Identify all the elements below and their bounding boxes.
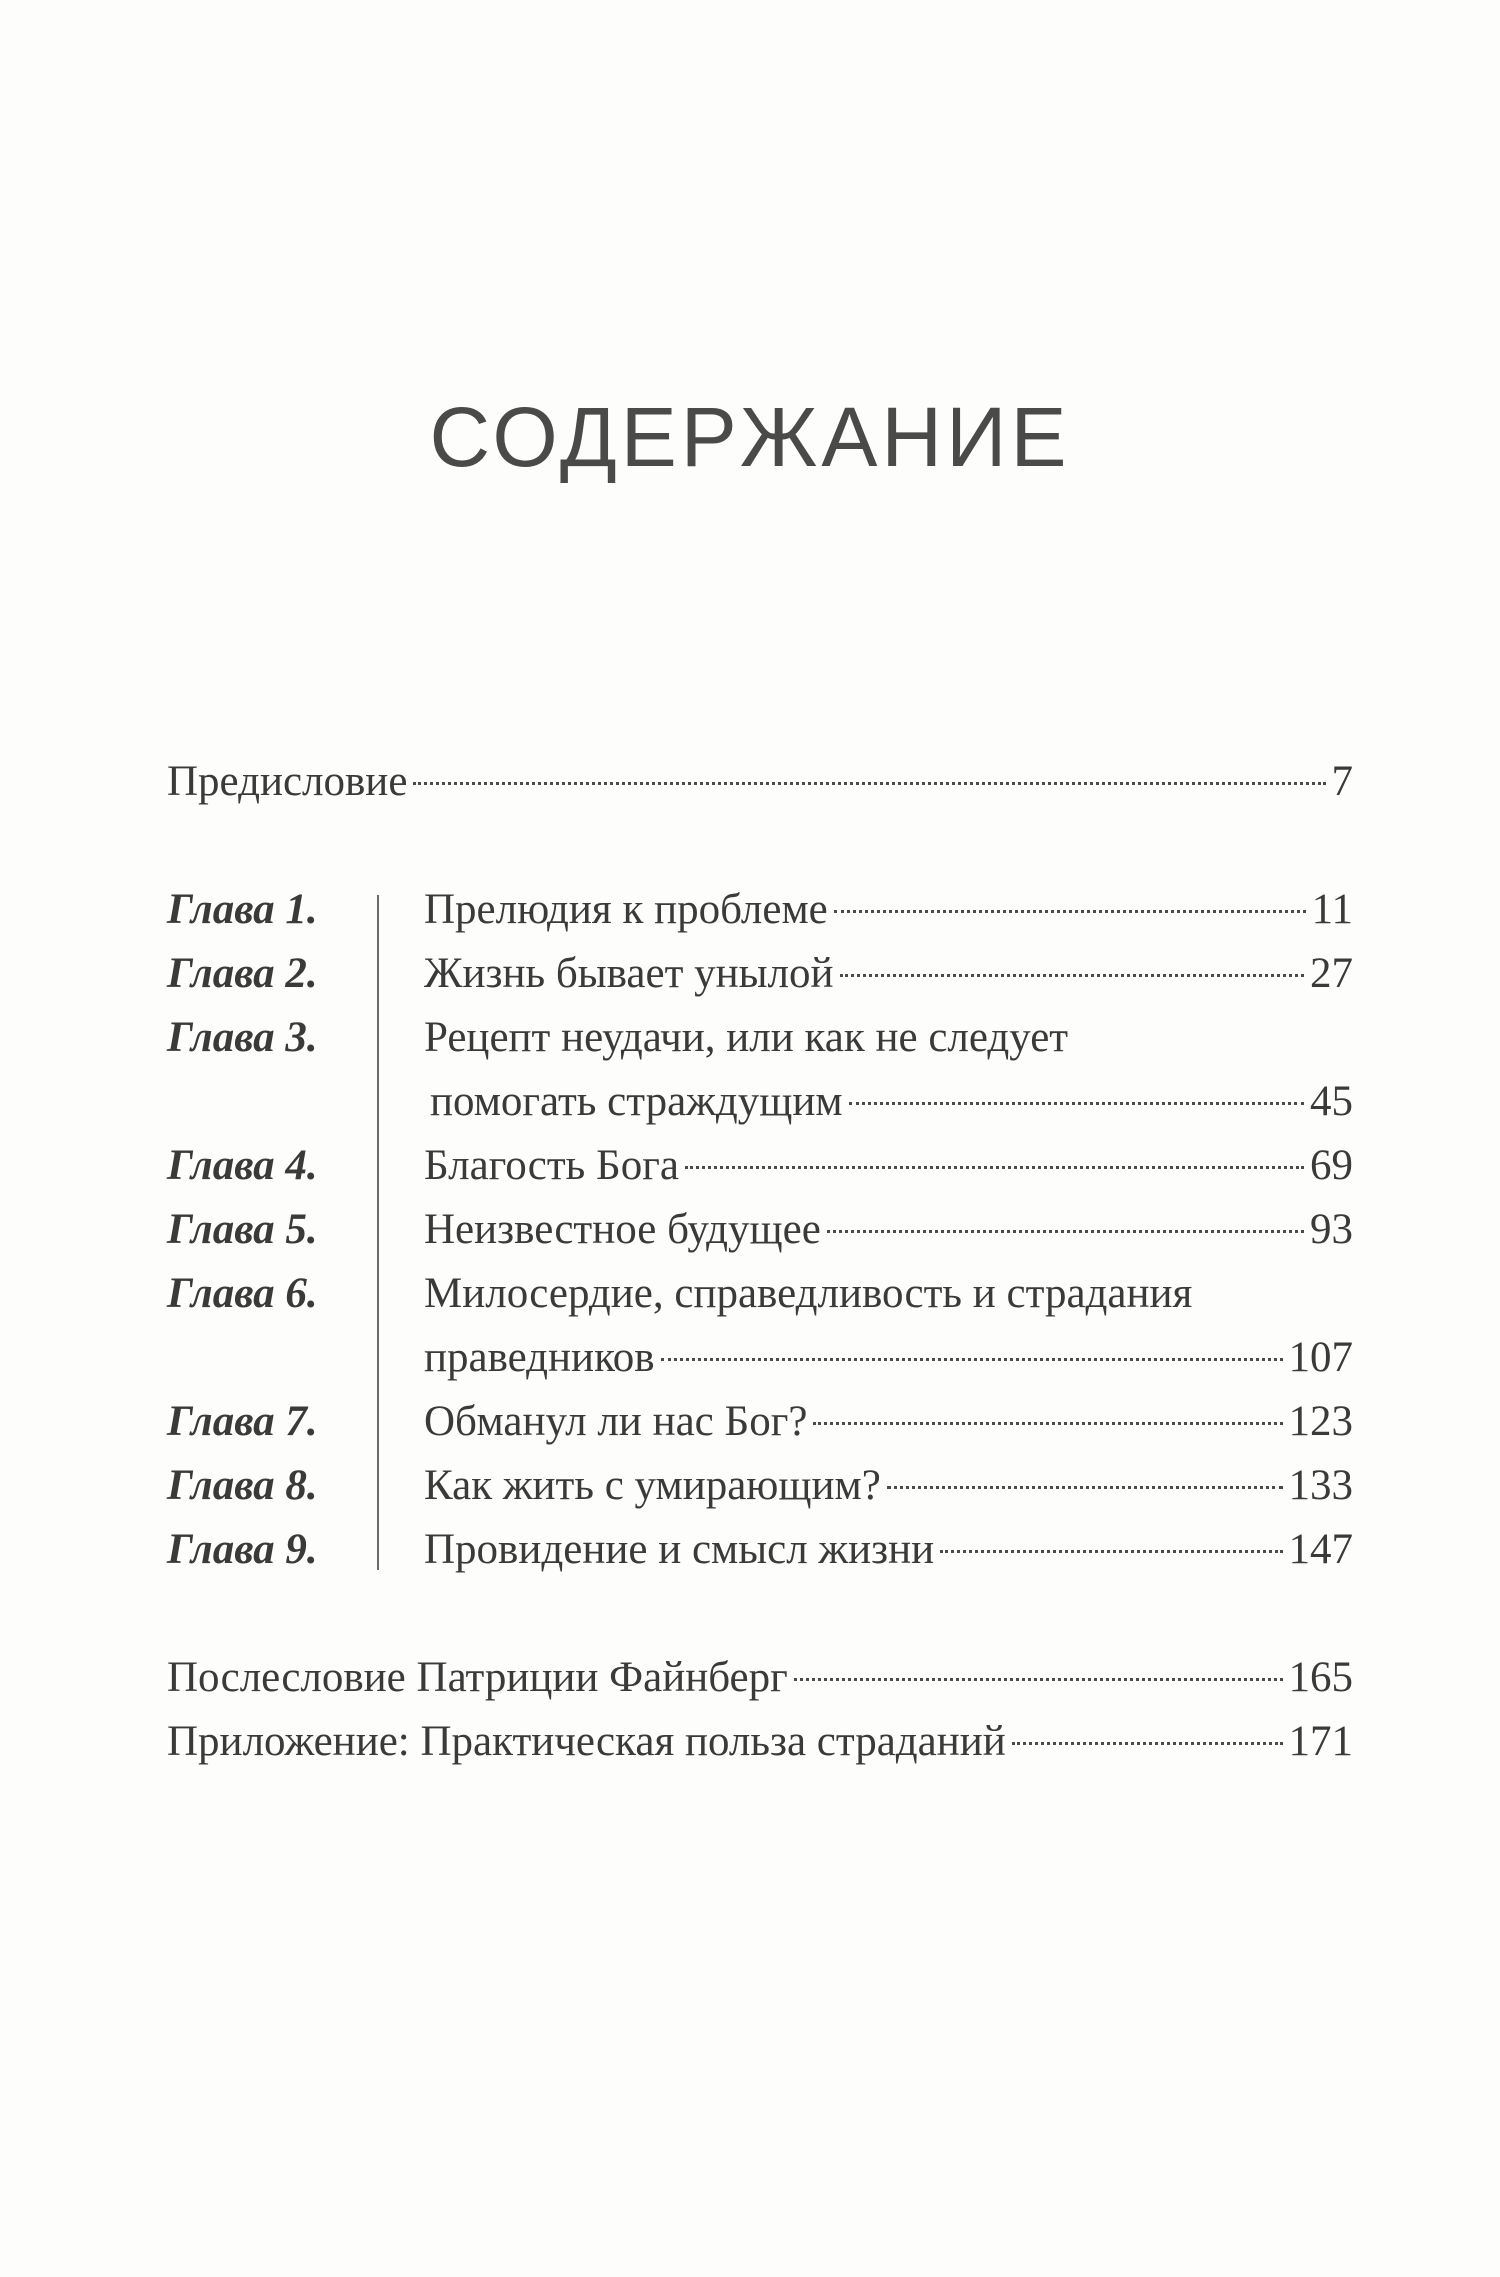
toc-entry-text: Прелюдия к проблеме [424,886,828,933]
dot-leader [887,1486,1283,1489]
toc-entry-text: праведников [424,1334,655,1381]
dot-leader [827,1230,1304,1233]
dot-leader [794,1678,1283,1681]
dot-leader [849,1102,1304,1105]
toc-entry-chapter-8[interactable] [424,1454,1353,1518]
toc-entry-text: Обманул ли нас Бог? [424,1398,808,1445]
toc-entry-preface[interactable] [167,750,1353,814]
toc-entry-chapter-3-line-2[interactable] [430,1070,1353,1134]
toc-entry-text: Рецепт неудачи, или как не следует [424,1014,1069,1061]
toc-entry-chapter-1[interactable] [424,878,1353,942]
dot-leader [685,1166,1304,1169]
chapter-label-8: Глава 8. [167,1462,318,1509]
toc-entry-text: Провидение и смысл жизни [424,1526,935,1573]
toc-entry-text: помогать страждущим [430,1078,843,1125]
toc-page-number: 147 [1288,1526,1353,1573]
dot-leader [940,1550,1282,1553]
toc-entry-text: Предисловие [167,758,408,805]
toc-entry-text: Как жить с умирающим? [424,1462,881,1509]
toc-entry-text: Приложение: Практическая польза страданий [167,1718,1006,1765]
chapter-label-6: Глава 6. [167,1270,318,1317]
toc-page-number: 133 [1288,1462,1353,1509]
toc-entry-chapter-2[interactable] [424,942,1353,1006]
toc-entry-text: Жизнь бывает унылой [424,950,834,997]
toc-page-number: 7 [1331,758,1353,805]
toc-page-number: 93 [1310,1206,1353,1253]
toc-entry-chapter-9[interactable] [424,1518,1353,1582]
toc-page-number: 165 [1288,1654,1353,1701]
dot-leader [1012,1742,1283,1745]
toc-entry-chapter-5[interactable] [424,1198,1353,1262]
toc-page-number: 107 [1288,1334,1353,1381]
dot-leader [813,1422,1282,1425]
dot-leader [834,910,1306,913]
toc-page-number: 171 [1288,1718,1353,1765]
chapter-label-5: Глава 5. [167,1206,318,1253]
toc-entry-chapter-6-line-1[interactable] [424,1262,1353,1326]
chapter-label-7: Глава 7. [167,1398,318,1445]
chapter-label-4: Глава 4. [167,1142,318,1189]
dot-leader [413,782,1325,785]
dot-leader [661,1358,1283,1361]
toc-entry-chapter-6-line-2[interactable] [424,1326,1353,1390]
chapter-label-2: Глава 2. [167,950,318,997]
toc-entry-text: Неизвестное будущее [424,1206,821,1253]
toc-entry-afterword[interactable] [167,1646,1353,1710]
toc-page-number: 27 [1310,950,1353,997]
toc-entry-chapter-3-line-1[interactable] [424,1006,1353,1070]
toc-page-number: 45 [1310,1078,1353,1125]
chapter-label-1: Глава 1. [167,886,318,933]
toc-page-number: 11 [1311,886,1353,933]
page-title: СОДЕРЖАНИЕ [429,390,1071,484]
toc-entry-text: Милосердие, справедливость и страдания [424,1270,1193,1317]
toc-page-number: 123 [1288,1398,1353,1445]
toc-entry-text: Благость Бога [424,1142,679,1189]
toc-entry-chapter-4[interactable] [424,1134,1353,1198]
chapter-divider-rule [377,895,379,1570]
toc-entry-appendix[interactable] [167,1710,1353,1774]
toc-page-number: 69 [1310,1142,1353,1189]
toc-entry-text: Послесловие Патриции Файнберг [167,1654,788,1701]
dot-leader [840,974,1305,977]
toc-entry-chapter-7[interactable] [424,1390,1353,1454]
chapter-label-3: Глава 3. [167,1014,318,1061]
chapter-label-9: Глава 9. [167,1526,318,1573]
